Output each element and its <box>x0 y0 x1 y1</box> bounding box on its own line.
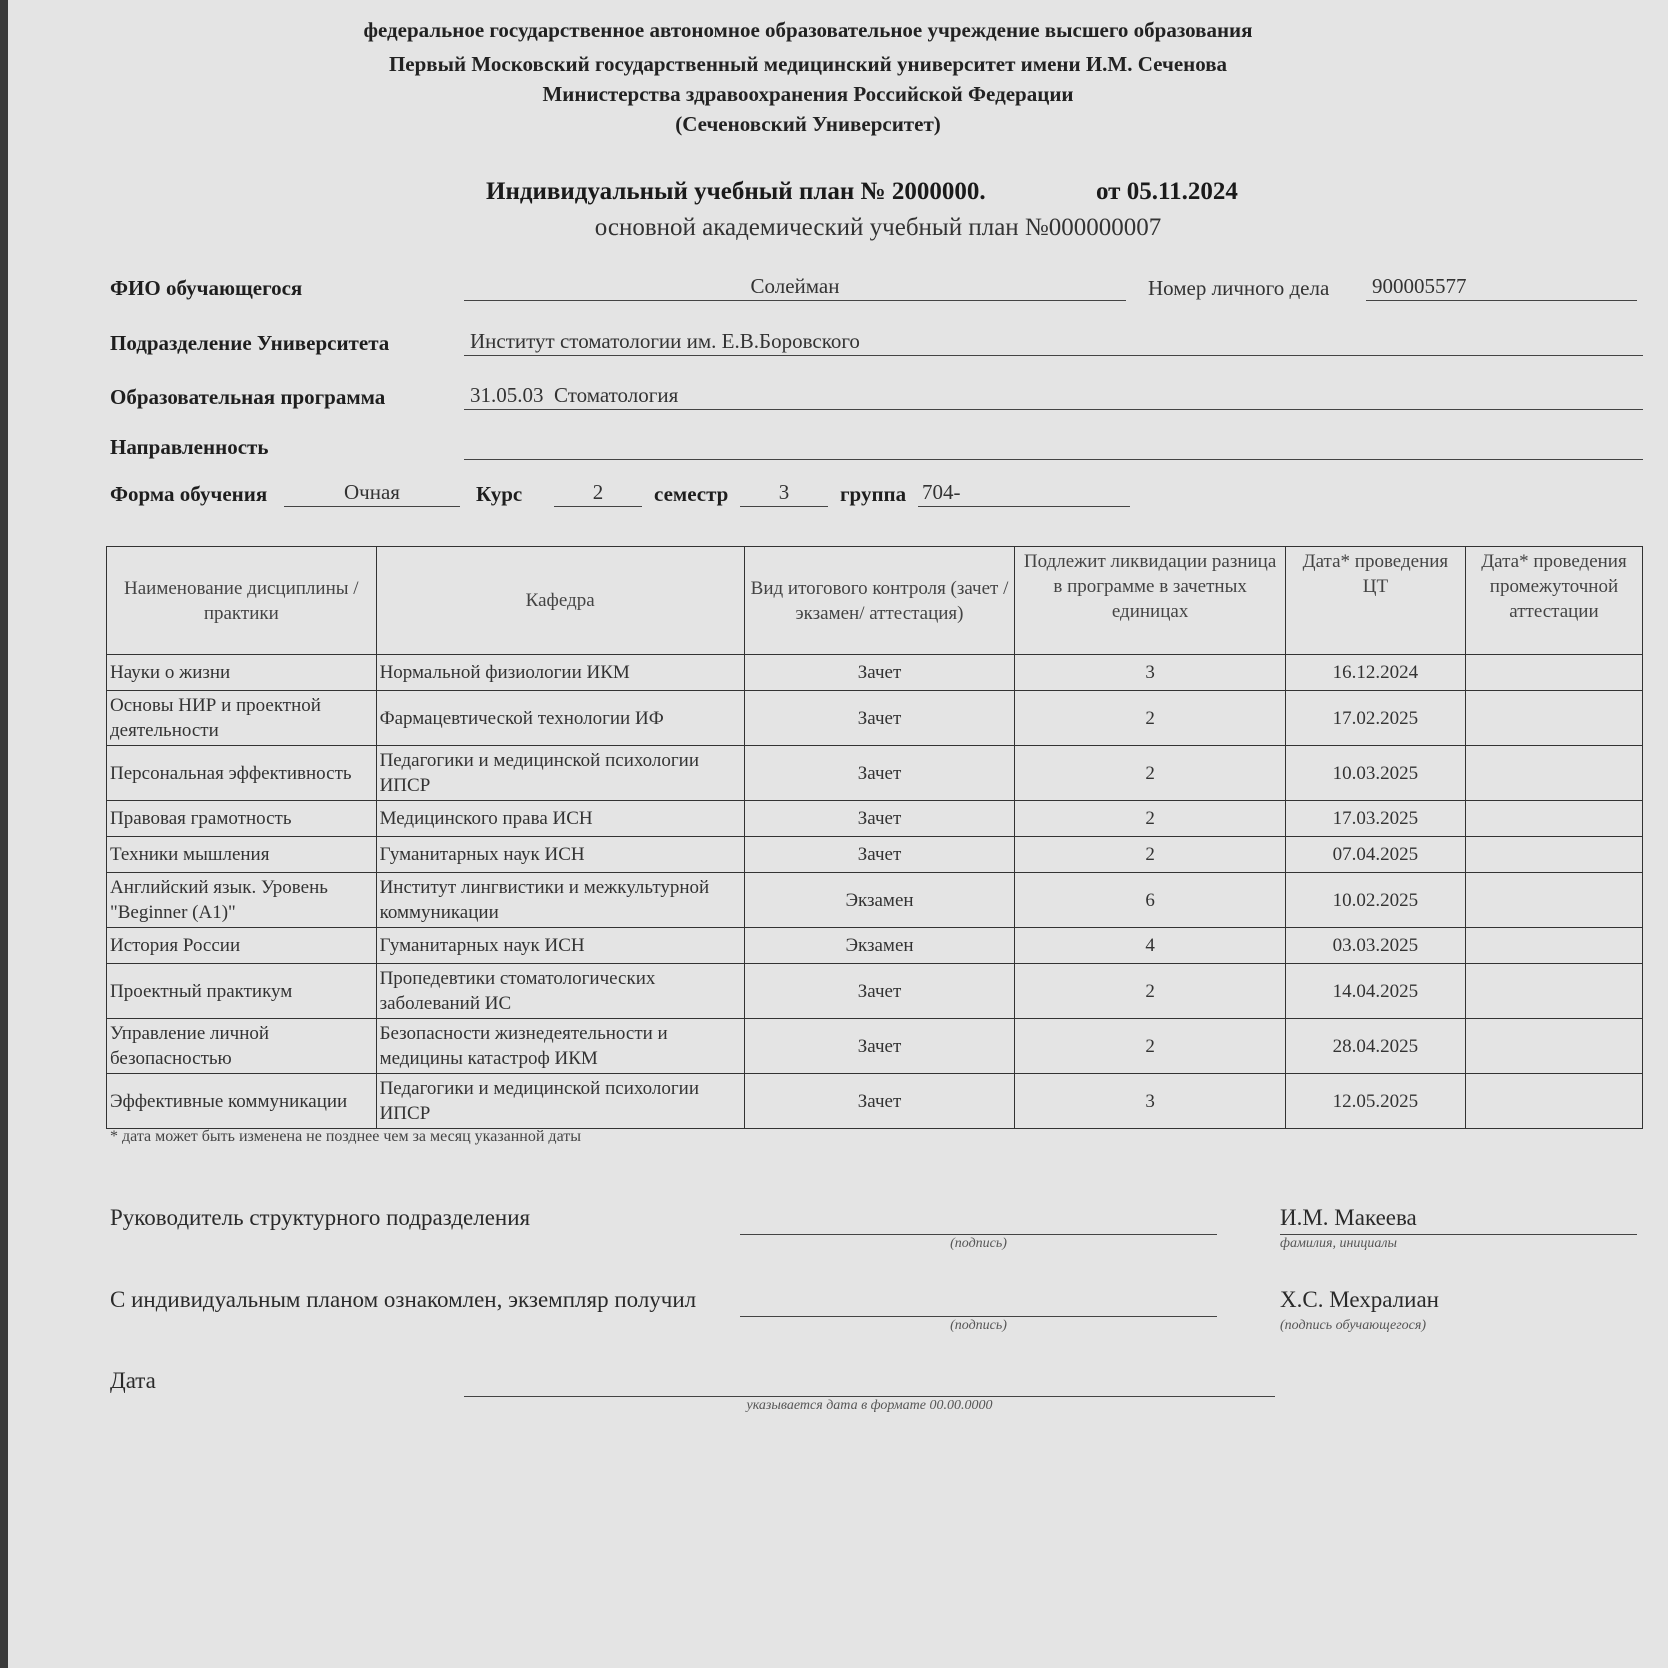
date-caption: указывается дата в формате 00.00.0000 <box>746 1398 993 1413</box>
cell-control: Зачет <box>744 655 1015 691</box>
student-signature-caption: (подпись обучающегося) <box>1280 1318 1427 1333</box>
table-row <box>107 1074 1643 1129</box>
group-label: группа <box>840 482 907 506</box>
cell-discipline: Персональная эффективность <box>107 746 377 801</box>
acknowledgement-label: С индивидуальным планом ознакомлен, экземпляр получил <box>110 1287 697 1312</box>
plan-subtitle: основной академический учебный план №000000007 <box>594 214 1162 241</box>
file-number-label: Номер личного дела <box>1148 276 1330 300</box>
table-row <box>107 873 1643 928</box>
cell-control: Экзамен <box>744 873 1015 928</box>
cell-department: Гуманитарных наук ИСН <box>376 928 744 964</box>
semester-label: семестр <box>654 482 729 506</box>
cell-date-attestation <box>1465 928 1642 964</box>
cell-date-ct: 07.04.2025 <box>1285 837 1465 873</box>
plan-table <box>106 546 1643 1129</box>
cell-date-ct: 12.05.2025 <box>1285 1074 1465 1129</box>
cell-control: Зачет <box>744 964 1015 1019</box>
table-row <box>107 837 1643 873</box>
cell-date-ct: 10.03.2025 <box>1285 746 1465 801</box>
cell-credits: 2 <box>1015 1019 1286 1074</box>
head-signature-caption: (подпись) <box>950 1236 1007 1251</box>
plan-date: от 05.11.2024 <box>1096 178 1238 205</box>
table-row <box>107 746 1643 801</box>
cell-date-ct: 16.12.2024 <box>1285 655 1465 691</box>
cell-department: Нормальной физиологии ИКМ <box>376 655 744 691</box>
header-line-2: Первый Московский государственный медицинский университет имени И.М. Сеченова <box>388 52 1228 76</box>
file-number-value: 900005577 <box>1366 272 1637 301</box>
header-line-3: Министерства здравоохранения Российской Федерации <box>542 82 1074 106</box>
table-row <box>107 655 1643 691</box>
ack-signature-line <box>740 1314 1217 1317</box>
table-header-row <box>107 547 1643 655</box>
cell-date-ct: 17.03.2025 <box>1285 801 1465 837</box>
cell-discipline: История России <box>107 928 377 964</box>
cell-date-attestation <box>1465 873 1642 928</box>
cell-date-attestation <box>1465 691 1642 746</box>
cell-control: Зачет <box>744 691 1015 746</box>
cell-department: Безопасности жизнедеятельности и медицины катастроф ИКМ <box>376 1019 744 1074</box>
cell-control: Зачет <box>744 746 1015 801</box>
cell-date-attestation <box>1465 746 1642 801</box>
cell-department: Фармацевтической технологии ИФ <box>376 691 744 746</box>
cell-credits: 2 <box>1015 837 1286 873</box>
scan-edge <box>0 0 8 1668</box>
study-form-value: Очная <box>284 478 460 507</box>
date-label: Дата <box>110 1368 156 1393</box>
semester-value: 3 <box>740 478 828 507</box>
cell-control: Зачет <box>744 837 1015 873</box>
student-name: Х.С. Мехралиан <box>1280 1287 1439 1312</box>
cell-discipline: Управление личной безопасностью <box>107 1019 377 1074</box>
header-date-attestation: Дата* проведения промежуточной аттестации <box>1465 547 1642 655</box>
head-name-line <box>1280 1232 1637 1235</box>
cell-credits: 3 <box>1015 655 1286 691</box>
head-signature-line <box>740 1232 1217 1235</box>
course-label: Курс <box>476 482 523 506</box>
cell-discipline: Науки о жизни <box>107 655 377 691</box>
cell-department: Пропедевтики стоматологических заболеваний ИС <box>376 964 744 1019</box>
cell-credits: 2 <box>1015 746 1286 801</box>
fio-value: Солейман <box>464 272 1126 301</box>
cell-date-ct: 14.04.2025 <box>1285 964 1465 1019</box>
header-credits: Подлежит ликвидации разница в программе в зачетных единицах <box>1015 547 1286 655</box>
cell-department: Педагогики и медицинской психологии ИПСР <box>376 1074 744 1129</box>
cell-credits: 3 <box>1015 1074 1286 1129</box>
cell-credits: 2 <box>1015 801 1286 837</box>
group-value: 704- <box>918 478 1130 507</box>
cell-discipline: Правовая грамотность <box>107 801 377 837</box>
cell-credits: 4 <box>1015 928 1286 964</box>
document-page <box>8 0 1668 1668</box>
direction-value <box>464 431 1643 460</box>
header-discipline: Наименование дисциплины / практики <box>107 547 377 655</box>
table-row <box>107 964 1643 1019</box>
cell-discipline: Английский язык. Уровень "Beginner (A1)" <box>107 873 377 928</box>
cell-credits: 2 <box>1015 964 1286 1019</box>
table-row <box>107 928 1643 964</box>
cell-date-ct: 03.03.2025 <box>1285 928 1465 964</box>
cell-control: Зачет <box>744 801 1015 837</box>
cell-date-attestation <box>1465 837 1642 873</box>
cell-department: Гуманитарных наук ИСН <box>376 837 744 873</box>
cell-date-attestation <box>1465 964 1642 1019</box>
header-department: Кафедра <box>376 547 744 655</box>
cell-discipline: Проектный практикум <box>107 964 377 1019</box>
plan-title: Индивидуальный учебный план № 2000000. <box>486 178 986 205</box>
direction-label: Направленность <box>110 435 269 459</box>
cell-date-attestation <box>1465 1074 1642 1129</box>
cell-date-attestation <box>1465 801 1642 837</box>
head-name: И.М. Макеева <box>1280 1205 1417 1230</box>
header-line-1: федеральное государственное автономное образовательное учреждение высшего образования <box>363 18 1253 42</box>
cell-discipline: Основы НИР и проектной деятельности <box>107 691 377 746</box>
table-row <box>107 691 1643 746</box>
division-value: Институт стоматологии им. Е.В.Боровского <box>464 327 1643 356</box>
cell-date-ct: 10.02.2025 <box>1285 873 1465 928</box>
cell-date-attestation <box>1465 655 1642 691</box>
header-line-4: (Сеченовский Университет) <box>675 112 941 136</box>
table-row <box>107 1019 1643 1074</box>
head-label: Руководитель структурного подразделения <box>110 1205 531 1230</box>
table-footnote: * дата может быть изменена не позднее чем за месяц указанной даты <box>110 1128 581 1145</box>
fio-label: ФИО обучающегося <box>110 276 303 300</box>
cell-department: Педагогики и медицинской психологии ИПСР <box>376 746 744 801</box>
program-label: Образовательная программа <box>110 385 386 409</box>
head-name-caption: фамилия, инициалы <box>1280 1236 1398 1251</box>
program-value: 31.05.03 Стоматология <box>464 381 1643 410</box>
cell-date-attestation <box>1465 1019 1642 1074</box>
table-row <box>107 801 1643 837</box>
cell-date-ct: 28.04.2025 <box>1285 1019 1465 1074</box>
cell-control: Зачет <box>744 1019 1015 1074</box>
division-label: Подразделение Университета <box>110 331 390 355</box>
cell-credits: 6 <box>1015 873 1286 928</box>
course-value: 2 <box>554 478 642 507</box>
cell-department: Медицинского права ИСН <box>376 801 744 837</box>
cell-discipline: Эффективные коммуникации <box>107 1074 377 1129</box>
header-date-ct: Дата* проведения ЦТ <box>1285 547 1465 655</box>
cell-control: Зачет <box>744 1074 1015 1129</box>
cell-credits: 2 <box>1015 691 1286 746</box>
cell-discipline: Техники мышления <box>107 837 377 873</box>
cell-department: Институт лингвистики и межкультурной коммуникации <box>376 873 744 928</box>
ack-signature-caption: (подпись) <box>950 1318 1007 1333</box>
study-form-label: Форма обучения <box>110 482 268 506</box>
date-line <box>464 1394 1275 1397</box>
cell-date-ct: 17.02.2025 <box>1285 691 1465 746</box>
cell-control: Экзамен <box>744 928 1015 964</box>
header-control: Вид итогового контроля (зачет / экзамен/ аттестация) <box>744 547 1015 655</box>
